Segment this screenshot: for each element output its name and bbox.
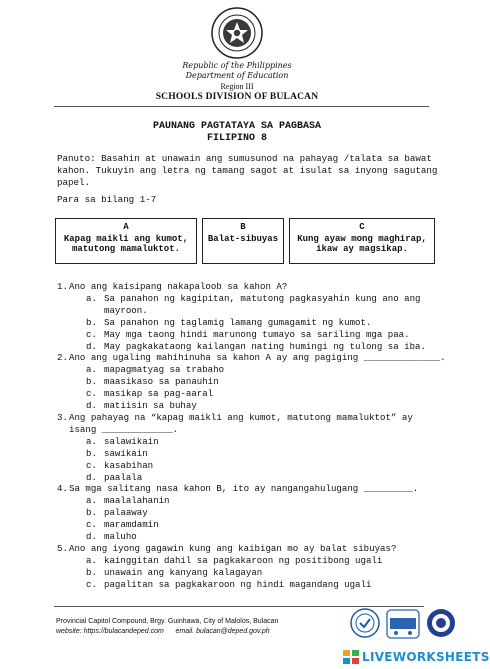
- box-c-line-1: Kung ayaw mong maghirap,: [297, 233, 427, 244]
- email-label: email.: [175, 628, 195, 635]
- instructions-line-1: Panuto: Basahin at unawain ang sumusunod na pahayag /talata sa bawat: [57, 153, 432, 164]
- region-line: Region III: [220, 82, 254, 91]
- question-3: 3.Ang pahayag na “kapag maikli ang kumot, matutong mamaluktot” ay: [57, 411, 413, 423]
- box-c-letter: C: [359, 222, 365, 232]
- box-c-line-2: ikaw ay magsikap.: [316, 244, 408, 254]
- option-5b[interactable]: b. unawain ang kanyang kalagayan: [86, 566, 263, 578]
- option-4d[interactable]: d. maluho: [86, 531, 137, 543]
- certification-logo-icon: [350, 608, 380, 638]
- para-label: Para sa bilang 1-7: [57, 194, 157, 205]
- email-link[interactable]: bulacan@deped.gov.ph: [196, 628, 270, 635]
- header-divider: [54, 106, 429, 107]
- instructions-line-2: kahon. Tukuyin ang letra ng tamang sagot at isulat sa inyong sagutang papel.: [57, 165, 438, 188]
- website-link[interactable]: https://bulacandeped.com: [83, 628, 164, 635]
- box-a: [55, 218, 197, 264]
- option-2d[interactable]: d. matiisin sa buhay: [86, 400, 197, 412]
- option-3a[interactable]: a. salawikain: [86, 435, 159, 447]
- option-4a[interactable]: a. maalalahanin: [86, 495, 170, 507]
- option-1c[interactable]: c. May mga taong hindi marunong tumayo sa sariling mga paa.: [86, 328, 410, 340]
- box-c: [289, 218, 435, 264]
- option-2a[interactable]: a. mapagmatyag sa trabaho: [86, 364, 225, 376]
- box-b-letter: B: [240, 222, 246, 232]
- option-2c[interactable]: c. masikap sa pag-aaral: [86, 388, 214, 400]
- option-1a-cont: mayroon.: [104, 304, 148, 316]
- option-1d[interactable]: d. May pagkakataong kailangan nating humingi ng tulong sa iba.: [86, 340, 426, 352]
- box-a-letter: A: [123, 222, 129, 232]
- passage-boxes: [55, 218, 435, 264]
- question-2: 2.Ano ang ugaling mahihinuha sa kahon A ay ang pagiging ______________.: [57, 352, 446, 364]
- option-5c[interactable]: c. pagalitan sa pagkakaroon ng hindi magandang ugali: [86, 578, 372, 590]
- assessment-title: PAUNANG PAGTATAYA SA PAGBASA: [152, 121, 322, 132]
- iqnet-logo-icon: [386, 609, 420, 639]
- subject-title: FILIPINO 8: [206, 133, 267, 144]
- watermark-text[interactable]: LIVEWORKSHEETS: [362, 650, 490, 664]
- question-1: 1.Ano ang kaisipang nakapaloob sa kahon A?: [57, 281, 288, 292]
- division-line: SCHOOLS DIVISION OF BULACAN: [155, 92, 319, 102]
- box-b: [202, 218, 284, 264]
- option-3c[interactable]: c. kasabihan: [86, 459, 154, 471]
- box-a-line-2: matutong mamaluktot.: [71, 244, 181, 254]
- footer-address: Provincial Capitol Compound, Brgy. Guinhawa, City of Malolos, Bulacan: [56, 618, 279, 625]
- box-b-line-1: Balat-sibuyas: [207, 233, 279, 244]
- deped-seal-icon: [211, 7, 263, 59]
- option-1a[interactable]: a. Sa panahon ng kagipitan, matutong pagkasyahin kung ano ang: [86, 292, 421, 304]
- question-3-cont: isang _____________.: [69, 423, 179, 435]
- liveworksheets-icon: [343, 650, 359, 664]
- option-4b[interactable]: b. palaaway: [86, 507, 148, 519]
- box-a-line-1: Kapag maikli ang kumot,: [63, 233, 189, 244]
- option-3b[interactable]: b. sawikain: [86, 447, 148, 459]
- division-logo-icon: [426, 608, 456, 638]
- footer-divider: [54, 606, 424, 607]
- option-2b[interactable]: b. maasikaso sa panauhin: [86, 376, 219, 388]
- option-3d[interactable]: d. paalala: [86, 471, 143, 483]
- questions-list: [57, 281, 452, 591]
- question-5: 5.Ano ang iyong gagawin kung ang kaibigan mo ay balat sibuyas?: [57, 542, 397, 554]
- option-5a[interactable]: a. kainggitan dahil sa pagkakaroon ng positibong ugali: [86, 554, 383, 566]
- option-1b[interactable]: b. Sa panahon ng taglamig lamang gumagamit ng kumot.: [86, 316, 372, 328]
- option-4c[interactable]: c. maramdamin: [86, 519, 159, 531]
- department-line: Department of Education: [185, 71, 289, 80]
- website-label: website:: [56, 628, 82, 635]
- republic-line: Republic of the Philippines: [182, 61, 292, 70]
- question-4: 4.Sa mga salitang nasa kahon B, ito ay nangangahulugang _________.: [57, 483, 419, 495]
- footer-contact: [56, 627, 270, 637]
